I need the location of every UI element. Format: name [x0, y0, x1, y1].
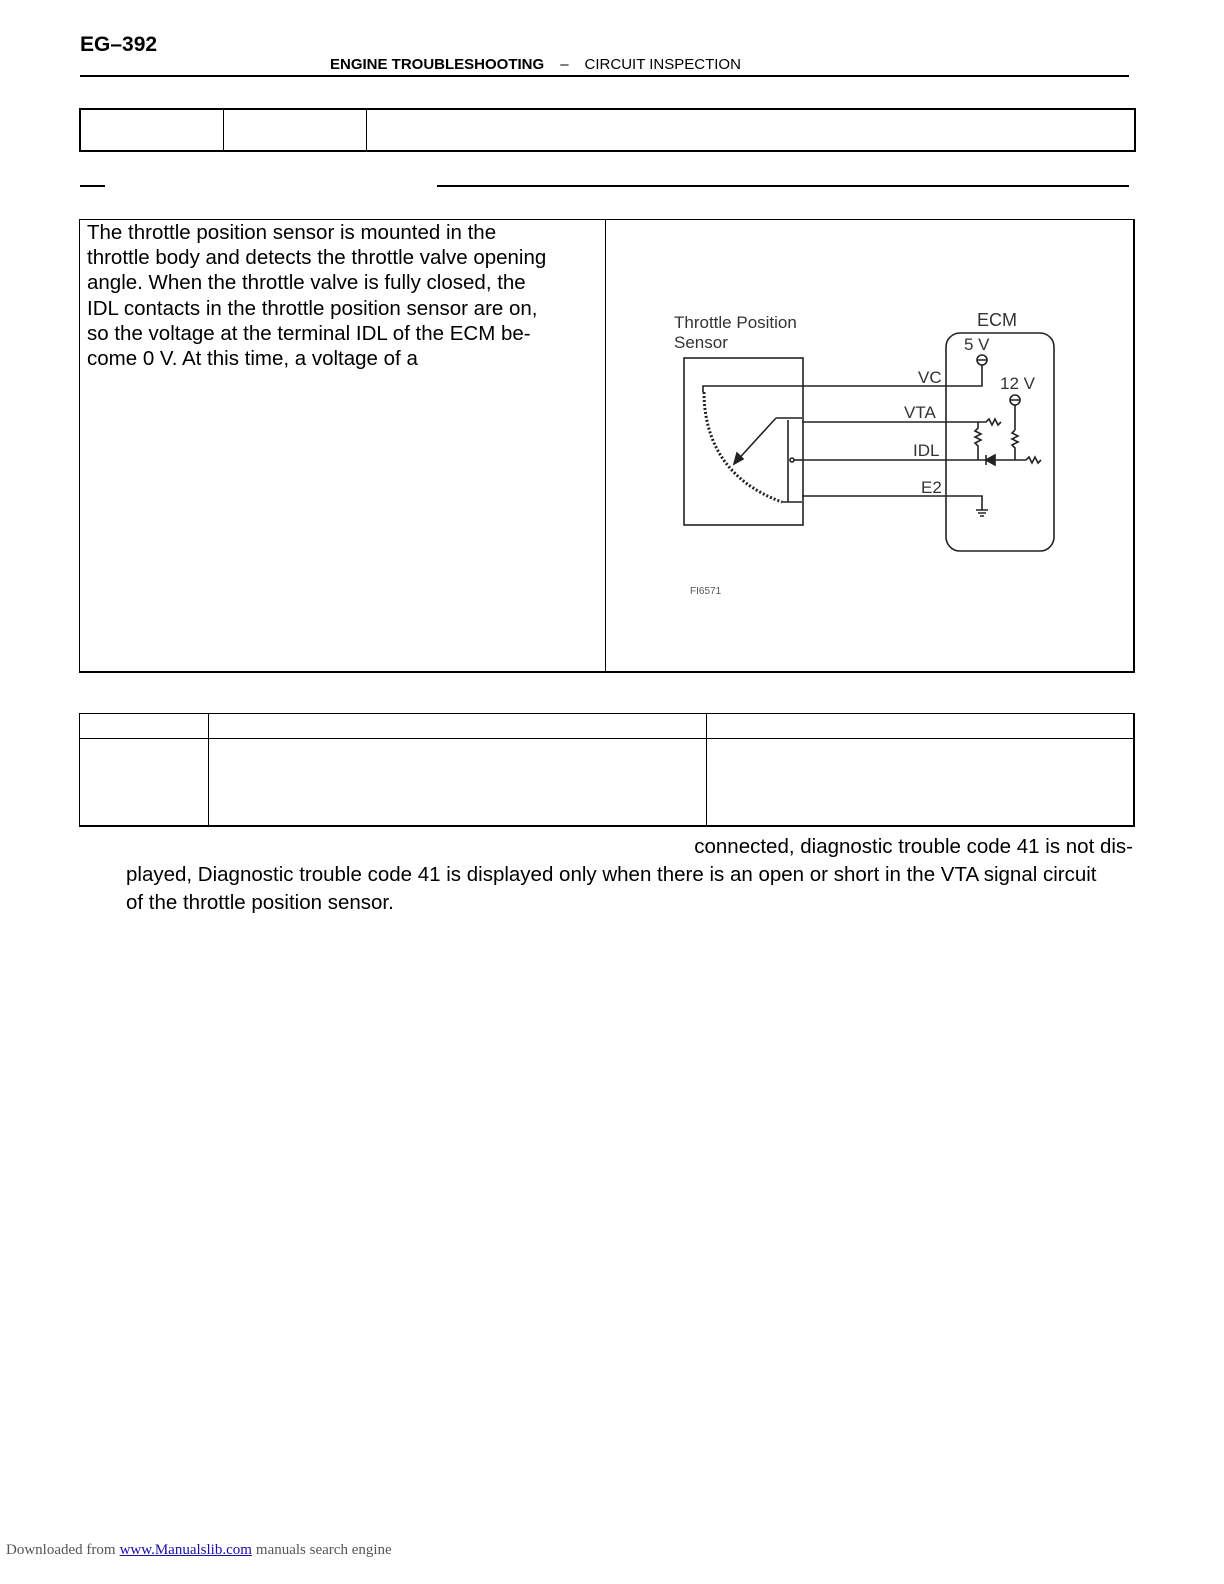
- idl-input-resistor: [1015, 457, 1041, 463]
- idl-diode: [986, 455, 995, 465]
- description-line: The throttle position sensor is mounted in the: [87, 221, 497, 244]
- download-footer: [6, 1542, 392, 1559]
- voltage-12v-label: 12 V: [1000, 374, 1035, 393]
- dtc-table-header-row: [80, 714, 1133, 739]
- dtc-header-area: [707, 714, 1133, 738]
- dtc-summary-table: [79, 108, 1136, 152]
- sensor-label: Throttle Position: [674, 313, 797, 332]
- ground-symbol: [976, 510, 988, 516]
- header-separator: –: [560, 56, 569, 73]
- idl-contact-point: [790, 458, 794, 462]
- section-rule-left: [80, 185, 105, 187]
- vta-input-resistor: [978, 419, 1001, 425]
- footer-suffix: manuals search engine: [255, 1542, 392, 1558]
- page-number: EG–392: [80, 33, 158, 56]
- running-header: [330, 56, 741, 73]
- description-line: so the voltage at the terminal IDL of the ECM be-: [87, 321, 531, 345]
- dtc-summary-cell-item: [224, 110, 367, 150]
- description-line: angle. When the throttle valve is fully closed, the: [87, 271, 526, 295]
- header-rule: [80, 75, 1129, 77]
- sensor-vc-wire: [703, 386, 802, 392]
- terminal-vta-label: VTA: [904, 403, 936, 422]
- circuit-description-text: [80, 220, 606, 671]
- header-subsection: CIRCUIT INSPECTION: [584, 56, 741, 73]
- footer-prefix: Downloaded from: [6, 1542, 116, 1558]
- note-line: of the throttle position sensor.: [126, 891, 394, 914]
- dtc-detail-table: [79, 713, 1135, 827]
- header-section: ENGINE TROUBLESHOOTING: [330, 56, 545, 73]
- terminal-idl-label: IDL: [913, 441, 940, 460]
- 5v-supply-wire: [946, 360, 987, 386]
- dtc-cell-code: [80, 739, 209, 825]
- dtc-header-condition: [209, 714, 707, 738]
- circuit-description-box: [79, 219, 1135, 673]
- resistor-arc: [704, 392, 782, 502]
- ecm-label: ECM: [977, 310, 1017, 330]
- circuit-diagram-panel: [606, 220, 1133, 671]
- e2-ground-wire: [946, 496, 982, 510]
- dtc-cell-condition: [209, 739, 707, 825]
- sensor-box: [684, 358, 803, 525]
- note-line: connected, diagnostic trouble code 41 is not dis-: [694, 835, 1133, 858]
- description-line: come 0 V. At this time, a voltage of a: [87, 347, 418, 371]
- dtc-summary-cell-code: [81, 110, 224, 150]
- sensor-label: Sensor: [674, 333, 728, 352]
- description-line: IDL contacts in the throttle position sensor are on,: [87, 296, 538, 320]
- terminal-e2-label: E2: [921, 478, 942, 497]
- vta-pull-resistor: [946, 422, 981, 460]
- idl-pullup-resistor: [1012, 430, 1018, 460]
- note-line: played, Diagnostic trouble code 41 is displayed only when there is an open or short in the VTA signal circuit: [126, 863, 1097, 886]
- manualslib-link[interactable]: www.Manualslib.com: [119, 1542, 252, 1558]
- ecm-box: [946, 333, 1054, 551]
- dtc-table-row: [80, 739, 1133, 825]
- terminal-vc-label: VC: [918, 368, 942, 387]
- section-rule-right: [437, 185, 1129, 187]
- dtc-header-code: [80, 714, 209, 738]
- dtc-summary-cell-description: [367, 110, 1134, 150]
- circuit-diagram: [606, 220, 1131, 671]
- dtc-cell-area: [707, 739, 1133, 825]
- description-line: throttle body and detects the throttle valve opening: [87, 246, 547, 270]
- figure-id: FI6571: [690, 586, 722, 597]
- voltage-5v-label: 5 V: [964, 335, 990, 354]
